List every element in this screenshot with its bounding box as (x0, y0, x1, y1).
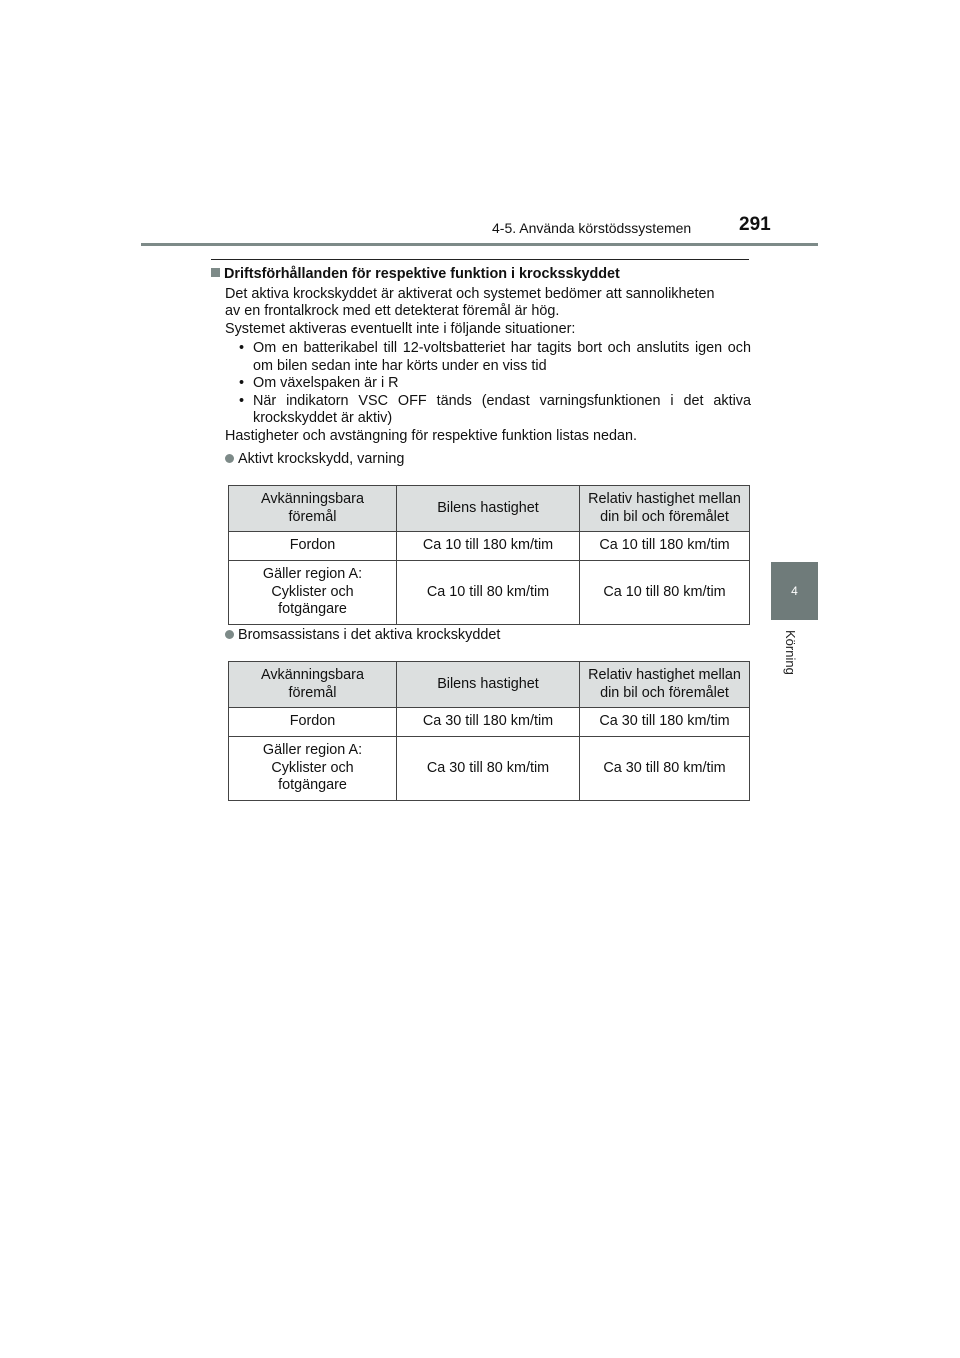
speeds-intro: Hastigheter och avstängning för respektive funktion listas nedan. (225, 427, 637, 444)
section-title: 4-5. Använda körstödssystemen (492, 220, 692, 236)
warning-table (228, 485, 750, 625)
circle-bullet-icon (225, 454, 234, 463)
page-number: 291 (739, 214, 771, 235)
brake-assist-table (228, 661, 750, 801)
main-content (211, 266, 751, 469)
section-heading: Driftsförhållanden för respektive funktion i krocksskyddet (211, 266, 751, 284)
table-row: Fordon Ca 30 till 180 km/tim Ca 30 till 180 km/tim (229, 708, 750, 737)
chapter-label: Körning (783, 630, 798, 675)
sub-heading-warning: Aktivt krockskydd, varning (225, 451, 751, 469)
chapter-tab[interactable] (771, 562, 818, 620)
table-row: Gäller region A: Cyklister och fotgängare Ca 10 till 80 km/tim Ca 10 till 80 km/tim (229, 561, 750, 625)
column-header: Avkänningsbara föremål (229, 486, 397, 532)
sub-heading-brake-assist: Bromsassistans i det aktiva krockskyddet (225, 627, 751, 645)
column-header: Bilens hastighet (397, 662, 580, 708)
column-header: Avkänningsbara föremål (229, 662, 397, 708)
column-header: Relativ hastighet mellan din bil och föremålet (580, 486, 750, 532)
intro-paragraph: Det aktiva krockskyddet är aktiverat och systemet bedömer att sannolikheten av en frontalkrock med ett detekterat föremål är hög. Systemet aktiveras eventuellt inte i följande situationer: (225, 285, 715, 337)
header-divider (141, 243, 818, 246)
content-divider (211, 259, 749, 260)
column-header: Relativ hastighet mellan din bil och föremålet (580, 662, 750, 708)
table-row: Gäller region A: Cyklister och fotgängare Ca 30 till 80 km/tim Ca 30 till 80 km/tim (229, 737, 750, 801)
table-row: Fordon Ca 10 till 180 km/tim Ca 10 till 180 km/tim (229, 532, 750, 561)
list-item: • Om en batterikabel till 12-voltsbatteriet har tagits bort och anslutits igen och om bilen sedan inte har körts under en viss tid (239, 340, 751, 375)
list-item: • När indikatorn VSC OFF tänds (endast varningsfunktionen i det aktiva krockskyddet är aktiv) (239, 393, 751, 428)
chapter-number: 4 (791, 584, 798, 598)
conditions-list (211, 340, 751, 428)
square-bullet-icon (211, 268, 220, 277)
circle-bullet-icon (225, 630, 234, 639)
list-item: • Om växelspaken är i R (239, 375, 751, 393)
column-header: Bilens hastighet (397, 486, 580, 532)
